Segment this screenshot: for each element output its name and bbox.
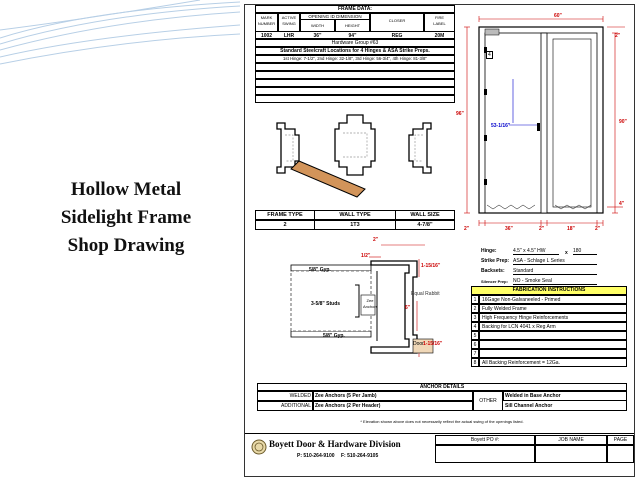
zee-label-2: Anchors	[363, 304, 378, 309]
wall-type-value: 1T3	[350, 222, 360, 228]
slide-title-line-2: Sidelight Frame	[60, 207, 192, 228]
hinge-count: 180	[573, 248, 597, 255]
gyp-bottom: 5/8" Gyp.	[323, 333, 345, 339]
decorative-slide-lines	[0, 0, 240, 80]
dim-bottom-3: 2"	[539, 226, 545, 232]
row-closer: REG	[391, 33, 403, 39]
hinge-value: 4.5" x 4.5" HW	[513, 248, 559, 255]
col-opening: OPENING ID DIMENSION	[308, 14, 362, 19]
dim-bottom-5: 2"	[595, 226, 601, 232]
hardware-group: Hardware Group #63	[331, 40, 379, 46]
door-label: Door	[413, 341, 424, 347]
backsets-value: Standard	[513, 268, 597, 275]
section-dim-2: 2"	[373, 237, 379, 243]
col-closer: CLOSER	[388, 18, 406, 23]
dim-strike-height: 53-1/16"	[491, 123, 511, 129]
zee-label-1: Zee	[366, 298, 374, 303]
wall-section-detail	[285, 235, 461, 385]
section-dim-half: 1/2"	[361, 253, 371, 259]
frame-data-heading: FRAME DATA:	[338, 6, 372, 12]
job-label: JOB NAME	[558, 437, 584, 443]
frame-type-header: FRAME TYPE	[267, 212, 303, 218]
fabrication-row-number: 1	[473, 297, 477, 303]
additional-label: ADDITIONAL	[280, 403, 311, 409]
hinge-label: Hinge:	[481, 248, 497, 254]
strike-label: Strike Prep:	[481, 258, 510, 264]
dim-bottom-4: 18"	[567, 226, 575, 232]
dim-head: 2"	[615, 33, 621, 39]
slide-title	[26, 176, 226, 260]
fabrication-row-text-cell	[479, 331, 627, 340]
welded-value: Zee Anchors (5 Per Jamb)	[315, 393, 377, 399]
row-mark: 1002	[260, 33, 273, 39]
dim-overall-height: 96"	[456, 111, 464, 117]
backsets-label: Backsets:	[481, 268, 505, 274]
steelcraft-line: Standard Steelcraft Locations for 4 Hinges & ASA Strike Preps.	[280, 48, 430, 54]
fabrication-row-number: 2	[473, 306, 477, 312]
dim-bottom-1: 2"	[464, 226, 470, 232]
fabrication-row-number: 4	[473, 324, 477, 330]
equal-rabbit: Equal Rabbit	[411, 291, 440, 297]
wall-size-header: WALL SIZE	[410, 212, 440, 218]
dim-opening-height: 90"	[619, 119, 627, 125]
other-value-1: Welded in Base Anchor	[505, 393, 561, 399]
col-active-1: ACTIVE	[281, 15, 297, 20]
other-value-2: Sill Channel Anchor	[505, 403, 553, 409]
shop-drawing-sheet	[244, 4, 635, 477]
welded-label: WELDED	[289, 393, 311, 399]
company-fax: F: 510-264-9105	[341, 453, 379, 459]
company-name: Boyett Door & Hardware Division	[269, 439, 401, 449]
slide-title-line-1: Hollow Metal	[70, 179, 182, 200]
company-phone: P: 510-264-9100	[297, 453, 335, 459]
dim-overall-width: 60"	[554, 13, 562, 19]
hinge-locations: 1st Hinge: 7-1/2", 2nd Hinge: 32-1/8", 3rd Hinge: 56-3/4", 4th Hinge: 81-3/8"	[283, 56, 427, 61]
hinge-x: x	[565, 250, 568, 256]
fabrication-row-text: Fully Welded Frame	[482, 306, 527, 312]
row-fire: 20M	[434, 33, 445, 39]
anchor-heading: ANCHOR DETAILS	[419, 384, 465, 390]
strike-value: ASA - Schlage L Series	[513, 258, 597, 265]
col-mark-2: NUMBER	[257, 21, 276, 26]
slide-title-line-3: Shop Drawing	[67, 235, 185, 256]
dim-1516-bottom: 1-15/16"	[423, 341, 443, 347]
gyp-top: 5/8" Gyp.	[309, 267, 331, 273]
col-active-2: SWING	[282, 21, 296, 26]
fabrication-row-number: 8	[473, 360, 477, 366]
po-label: Boyett PO #:	[470, 437, 500, 443]
row-width: 36"	[313, 33, 322, 39]
wall-size-value: 4-7/8"	[417, 222, 433, 228]
frame-profile-drawing	[255, 105, 455, 209]
fabrication-row-text: Backing for LCN 4041 x Reg Arm	[482, 324, 556, 330]
hinge-tag: 4	[488, 52, 491, 58]
fabrication-row-number: 6	[473, 342, 477, 348]
wall-type-header: WALL TYPE	[339, 212, 371, 218]
page-label: PAGE	[613, 437, 628, 443]
fabrication-row-text-cell	[479, 340, 627, 349]
frame-type-value: 2	[283, 222, 287, 228]
fabrication-row-number: 3	[473, 315, 477, 321]
fabrication-row-number: 5	[473, 333, 477, 339]
frame-elevation-drawing	[457, 9, 633, 235]
silencer-label: Silencer Prep:	[481, 279, 508, 284]
fabrication-heading: FABRICATION INSTRUCTIONS	[512, 287, 586, 293]
dim-bottom-2: 36"	[505, 226, 513, 232]
dim-1516-top: 1-15/16"	[421, 263, 441, 269]
studs-label: 3-5/8" Studs	[311, 301, 341, 307]
fabrication-row-text: All Backing Reinforcement = 12Ga.	[482, 360, 560, 366]
company-logo-icon	[251, 439, 267, 455]
col-mark-1: MARK	[260, 15, 273, 20]
fabrication-row-text-cell	[479, 349, 627, 358]
other-label: OTHER	[479, 398, 497, 404]
row-height: 94"	[348, 33, 357, 39]
dim-sill: 4"	[619, 201, 625, 207]
col-height: HEIGHT	[344, 23, 361, 28]
additional-value: Zee Anchors (2 Per Header)	[315, 403, 381, 409]
fabrication-row-number: 7	[473, 351, 477, 357]
fabrication-row-text: High Frequency Hinge Reinforcements	[482, 315, 569, 321]
fabrication-row-text: 16Gage Non-Galvaneeled - Primed	[482, 297, 561, 303]
col-fire-1: FIRE	[434, 15, 445, 20]
dim-6: 6"	[405, 305, 411, 311]
elevation-note: * Elevation shown above does not necessarily reflect the actual swing of the openings listed.	[360, 419, 524, 424]
silencer-value: NO - Smoke Seal	[513, 278, 597, 285]
col-width: WIDTH	[310, 23, 325, 28]
col-fire-2: LABEL	[433, 21, 446, 26]
row-swing: LHR	[283, 33, 295, 39]
